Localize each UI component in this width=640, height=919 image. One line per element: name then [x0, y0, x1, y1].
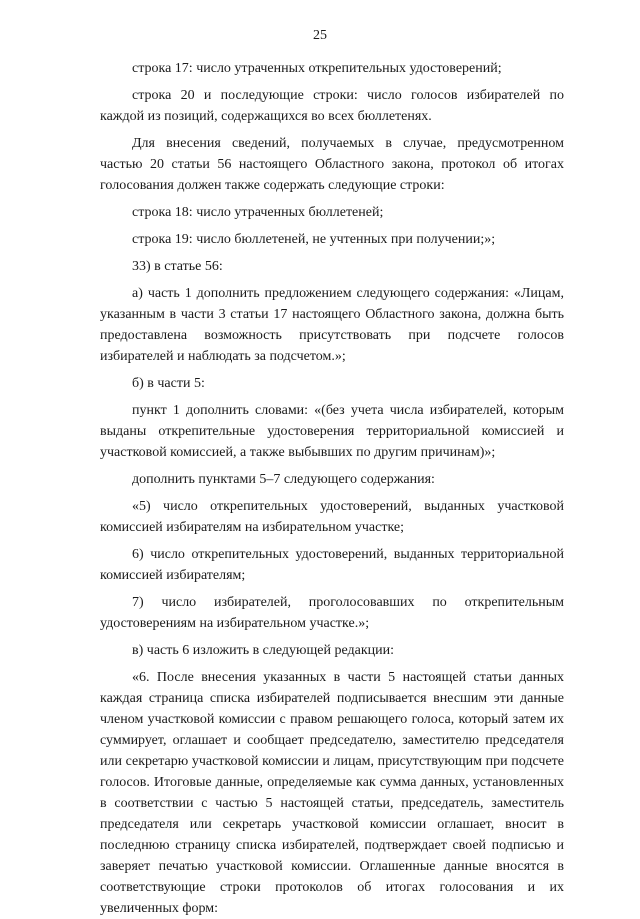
paragraph-item-v: в) часть 6 изложить в следующей редакции:: [132, 643, 395, 658]
document-body: [100, 58, 564, 919]
paragraph-item-b: б) в части 5:: [132, 376, 205, 391]
paragraph-part-6-text: «6. После внесения указанных в части 5 настоящей статьи данных каждая страница списка избирателей подписывается внесшим эти данные членом участковой комиссии с правом решающего голоса, который затем их суммирует, оглашает и сообщает председателю, заместителю председателя или секретарю участковой комиссии и лицам, присутствующим при подсчете голосов. Итоговые данные, определяемые как сумма данных, установленных в соответствии с частью 5 настоящей статьи, председатель, заместитель председателя или секретарь участковой комиссии оглашает, вносит в последнюю страницу списка избирателей, подтверждает своей подписью и заверяет печатью участковой комиссии. Оглашенные данные вносятся в соответствующие строки протоколов об итогах голосования и их увеличенных форм:: [100, 670, 564, 916]
page-number: 25: [313, 28, 327, 43]
paragraph-point-5: «5) число открепительных удостоверений, выданных участковой комиссией избирателям на избирательном участке;: [100, 499, 564, 535]
paragraph-line-19: строка 19: число бюллетеней, не учтенных при получении;»;: [132, 232, 496, 247]
paragraph-item-a: а) часть 1 дополнить предложением следующего содержания: «Лицам, указанным в части 3 статьи 17 настоящего Областного закона, должна быть предоставлена возможность присутствовать при подсчете голосов избирателей и наблюдать за подсчетом.»;: [100, 286, 564, 364]
paragraph-point-1-amendment: пункт 1 дополнить словами: «(без учета числа избирателей, которым выданы открепительные удостоверения территориальной комиссией и участковой комиссией, а также выбывших по другим причинам)»;: [100, 403, 564, 460]
paragraph-item-33: 33) в статье 56:: [132, 259, 223, 274]
paragraph-additional-lines-intro: Для внесения сведений, получаемых в случае, предусмотренном частью 20 статьи 56 настоящего Областного закона, протокол об итогах голосования должен также содержать следующие строки:: [100, 136, 564, 193]
paragraph-point-7: 7) число избирателей, проголосовавших по открепительным удостоверениям на избирательном участке.»;: [100, 595, 564, 631]
paragraph-point-6: 6) число открепительных удостоверений, выданных территориальной комиссией избирателям;: [100, 547, 564, 583]
paragraph-line-20: строка 20 и последующие строки: число голосов избирателей по каждой из позиций, содержащихся во всех бюллетенях.: [100, 88, 564, 124]
paragraph-add-points-5-7: дополнить пунктами 5–7 следующего содержания:: [132, 472, 435, 487]
paragraph-line-17: строка 17: число утраченных открепительных удостоверений;: [132, 61, 502, 76]
paragraph-line-18: строка 18: число утраченных бюллетеней;: [132, 205, 384, 220]
